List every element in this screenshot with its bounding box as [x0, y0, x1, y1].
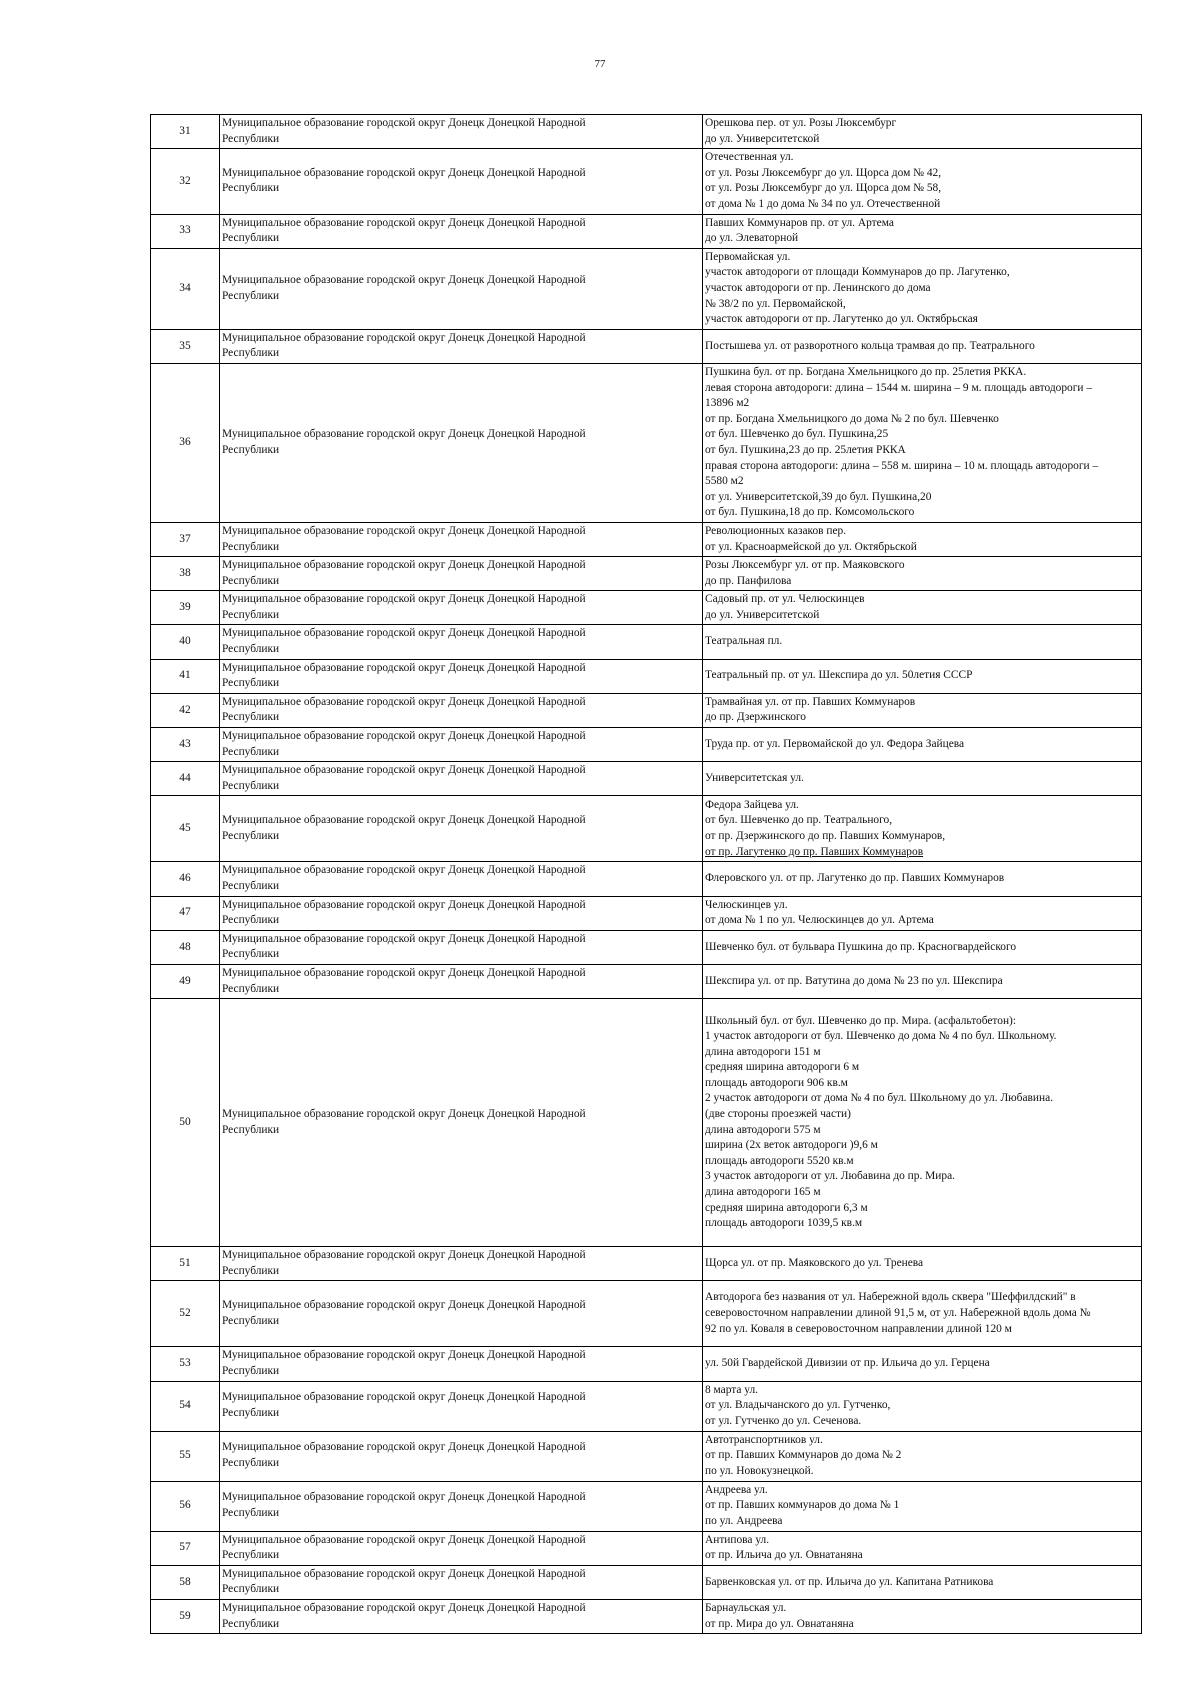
- road-description-line: от пр. Ильича до ул. Овнатаняна: [705, 1549, 863, 1562]
- road-description-line: Павших Коммунаров пр. от ул. Артема: [705, 216, 894, 229]
- road-description-line: площадь автодороги 1039,5 кв.м: [705, 1217, 863, 1230]
- owner-line: Республики: [222, 948, 280, 961]
- row-number: 39: [151, 591, 220, 625]
- owner-line: Республики: [222, 643, 280, 656]
- road-description-line: от пр. Лагутенко до пр. Павших Коммунаров: [705, 845, 924, 858]
- owner-line: Муниципальное образование городской округ Донецк Донецкой Народной: [222, 1491, 586, 1504]
- row-number: 50: [151, 999, 220, 1247]
- road-description-line: участок автодороги от площади Коммунаров до пр. Лагутенко,: [705, 266, 1010, 279]
- road-description-line: Театральная пл.: [705, 635, 783, 648]
- row-number: 56: [151, 1481, 220, 1531]
- road-description-line: 13896 м2: [705, 397, 750, 410]
- owner-line: Республики: [222, 1407, 280, 1420]
- road-description-line: от ул. Розы Люксембург до ул. Щорса дом № 58,: [705, 182, 942, 195]
- road-description-line: от бул. Пушкина,18 до пр. Комсомольского: [705, 506, 915, 519]
- owner-cell: [220, 1599, 703, 1633]
- owner-line: Республики: [222, 574, 280, 587]
- road-description-line: от бул. Шевченко до пр. Театрального,: [705, 814, 893, 827]
- owner-line: Республики: [222, 677, 280, 690]
- road-description-cell: [703, 1281, 1142, 1347]
- row-number: 38: [151, 557, 220, 591]
- owner-cell: [220, 363, 703, 522]
- row-number: 57: [151, 1531, 220, 1565]
- road-description-line: Автотранспортников ул.: [705, 1433, 823, 1446]
- road-description-line: участок автодороги от пр. Лагутенко до ул. Октябрьская: [705, 313, 978, 326]
- owner-line: Республики: [222, 829, 280, 842]
- owner-line: Муниципальное образование городской округ Донецк Донецкой Народной: [222, 524, 586, 537]
- road-description-line: длина автодороги 165 м: [705, 1186, 821, 1199]
- road-description-cell: [703, 557, 1142, 591]
- owner-line: Муниципальное образование городской округ Донецк Донецкой Народной: [222, 593, 586, 606]
- owner-cell: [220, 1531, 703, 1565]
- owner-line: Муниципальное образование городской округ Донецк Донецкой Народной: [222, 627, 586, 640]
- road-description-line: Щорса ул. от пр. Маяковского до ул. Тренева: [705, 1256, 924, 1269]
- owner-line: Республики: [222, 1264, 280, 1277]
- road-description-line: от пр. Павших Коммунаров до дома № 2: [705, 1449, 902, 1462]
- owner-line: Муниципальное образование городской округ Донецк Донецкой Народной: [222, 764, 586, 777]
- road-description-cell: [703, 1599, 1142, 1633]
- owner-line: Республики: [222, 880, 280, 892]
- owner-line: Республики: [222, 1123, 280, 1136]
- road-description-line: Шевченко бул. от бульвара Пушкина до пр. Красногвардейского: [705, 940, 1017, 953]
- row-number: 54: [151, 1381, 220, 1431]
- road-description-line: ширина (2х веток автодороги )9,6 м: [705, 1139, 878, 1152]
- row-number: 49: [151, 964, 220, 998]
- owner-line: Республики: [222, 132, 280, 145]
- owner-line: Республики: [222, 289, 280, 302]
- table-row: [151, 862, 1142, 896]
- owner-cell: [220, 1431, 703, 1481]
- road-description-line: левая сторона автодороги: длина – 1544 м. ширина – 9 м. площадь автодороги –: [705, 381, 1093, 394]
- road-description-line: до пр. Дзержинского: [705, 711, 806, 724]
- road-description-line: 5580 м2: [705, 475, 744, 488]
- owner-line: Муниципальное образование городской округ Донецк Донецкой Народной: [222, 1299, 586, 1312]
- road-description-line: до пр. Панфилова: [705, 574, 792, 587]
- owner-line: Республики: [222, 1364, 280, 1377]
- table-row: [151, 248, 1142, 329]
- table-row: [151, 625, 1142, 659]
- owner-cell: [220, 896, 703, 930]
- road-description-cell: [703, 248, 1142, 329]
- owner-line: Муниципальное образование городской округ Донецк Донецкой Народной: [222, 695, 586, 708]
- road-description-line: Революционных казаков пер.: [705, 524, 847, 537]
- owner-cell: [220, 115, 703, 149]
- road-description-line: участок автодороги от пр. Ленинского до дома: [705, 281, 931, 294]
- owner-line: Муниципальное образование городской округ Донецк Донецкой Народной: [222, 864, 586, 877]
- table-row: [151, 796, 1142, 862]
- road-description-cell: [703, 896, 1142, 930]
- table-row: [151, 115, 1142, 149]
- road-description-line: № 38/2 по ул. Первомайской,: [705, 297, 846, 310]
- row-number: 31: [151, 115, 220, 149]
- road-description-line: от ул. Розы Люксембург до ул. Щорса дом № 42,: [705, 166, 942, 179]
- owner-line: Республики: [222, 540, 280, 553]
- table-row: [151, 1381, 1142, 1431]
- road-description-cell: [703, 214, 1142, 248]
- table-row: [151, 591, 1142, 625]
- row-number: 51: [151, 1247, 220, 1281]
- road-description-line: Автодорога без названия от ул. Набережной вдоль сквера "Шеффилдский" в: [705, 1291, 1076, 1304]
- table-row: [151, 1347, 1142, 1381]
- owner-line: Муниципальное образование городской округ Донецк Донецкой Народной: [222, 966, 586, 979]
- table-row: [151, 1281, 1142, 1347]
- row-number: 34: [151, 248, 220, 329]
- road-description-line: от пр. Дзержинского до пр. Павших Коммунаров,: [705, 829, 946, 842]
- owner-cell: [220, 862, 703, 896]
- table-row: [151, 329, 1142, 363]
- road-description-line: от бул. Пушкина,23 до пр. 25летия РККА: [705, 443, 906, 456]
- road-description-cell: [703, 363, 1142, 522]
- road-description-line: средняя ширина автодороги 6 м: [705, 1061, 860, 1074]
- table-row: [151, 1599, 1142, 1633]
- road-description-cell: [703, 1431, 1142, 1481]
- owner-cell: [220, 999, 703, 1247]
- row-number: 48: [151, 930, 220, 964]
- roads-table-container: [150, 114, 1142, 1634]
- owner-line: Республики: [222, 1507, 280, 1520]
- road-description-line: от ул. Красноармейской до ул. Октябрьской: [705, 540, 917, 553]
- table-row: [151, 1431, 1142, 1481]
- road-description-cell: [703, 659, 1142, 693]
- road-description-cell: [703, 1565, 1142, 1599]
- table-row: [151, 1481, 1142, 1531]
- owner-line: Республики: [222, 1457, 280, 1470]
- road-description-line: длина автодороги 575 м: [705, 1123, 821, 1136]
- road-description-cell: [703, 1381, 1142, 1431]
- owner-cell: [220, 329, 703, 363]
- row-number: 59: [151, 1599, 220, 1633]
- road-description-line: 3 участок автодороги от ул. Любавина до пр. Мира.: [705, 1170, 955, 1183]
- road-description-line: от дома № 1 по ул. Челюскинцев до ул. Артема: [705, 914, 934, 927]
- road-description-line: Флеровского ул. от пр. Лагутенко до пр. Павших Коммунаров: [705, 872, 1005, 885]
- table-row: [151, 522, 1142, 556]
- road-description-line: по ул. Андреева: [705, 1514, 783, 1527]
- road-description-line: от ул. Гутченко до ул. Сеченова.: [705, 1414, 862, 1427]
- road-description-cell: [703, 329, 1142, 363]
- road-description-line: площадь автодороги 5520 кв.м: [705, 1154, 854, 1167]
- page-number: 77: [594, 58, 606, 70]
- road-description-cell: [703, 625, 1142, 659]
- road-description-line: от пр. Павших коммунаров до дома № 1: [705, 1499, 900, 1512]
- owner-line: Муниципальное образование городской округ Донецк Донецкой Народной: [222, 274, 586, 287]
- road-description-line: от ул. Владычанского до ул. Гутченко,: [705, 1399, 891, 1412]
- road-description-cell: [703, 693, 1142, 727]
- road-description-cell: [703, 964, 1142, 998]
- owner-line: Республики: [222, 232, 280, 245]
- row-number: 37: [151, 522, 220, 556]
- owner-cell: [220, 1565, 703, 1599]
- table-row: [151, 999, 1142, 1247]
- owner-line: Республики: [222, 1617, 280, 1630]
- owner-line: Республики: [222, 347, 280, 360]
- owner-line: Республики: [222, 1583, 280, 1596]
- owner-cell: [220, 591, 703, 625]
- road-description-line: 2 участок автодороги от дома № 4 по бул. Школьному до ул. Любавина.: [705, 1092, 1054, 1105]
- owner-line: Республики: [222, 182, 280, 195]
- road-description-line: Постышева ул. от разворотного кольца трамвая до пр. Театрального: [705, 339, 1035, 352]
- owner-cell: [220, 625, 703, 659]
- row-number: 33: [151, 214, 220, 248]
- table-row: [151, 896, 1142, 930]
- owner-cell: [220, 659, 703, 693]
- table-row: [151, 693, 1142, 727]
- road-description-line: Антипова ул.: [705, 1533, 770, 1546]
- owner-cell: [220, 522, 703, 556]
- road-description-line: Первомайская ул.: [705, 250, 791, 263]
- row-number: 43: [151, 728, 220, 762]
- owner-line: Муниципальное образование городской округ Донецк Донецкой Народной: [222, 1349, 586, 1362]
- road-description-line: Андреева ул.: [705, 1483, 768, 1496]
- owner-cell: [220, 796, 703, 862]
- owner-cell: [220, 728, 703, 762]
- road-description-line: Школьный бул. от бул. Шевченко до пр. Мира. (асфальтобетон):: [705, 1014, 1016, 1027]
- row-number: 47: [151, 896, 220, 930]
- owner-line: Муниципальное образование городской округ Донецк Донецкой Народной: [222, 1249, 586, 1262]
- road-description-cell: [703, 522, 1142, 556]
- owner-line: Муниципальное образование городской округ Донецк Донецкой Народной: [222, 1601, 586, 1614]
- road-description-line: Федора Зайцева ул.: [705, 798, 799, 811]
- road-description-line: средняя ширина автодороги 6,3 м: [705, 1201, 868, 1214]
- table-row: [151, 1565, 1142, 1599]
- road-description-line: Трамвайная ул. от пр. Павших Коммунаров: [705, 695, 916, 708]
- road-description-cell: [703, 1247, 1142, 1281]
- road-description-line: Пушкина бул. от пр. Богдана Хмельницкого до пр. 25летия РККА.: [705, 365, 1027, 378]
- owner-line: Муниципальное образование городской округ Донецк Донецкой Народной: [222, 331, 586, 344]
- row-number: 52: [151, 1281, 220, 1347]
- row-number: 53: [151, 1347, 220, 1381]
- road-description-cell: [703, 115, 1142, 149]
- row-number: 58: [151, 1565, 220, 1599]
- table-row: [151, 1531, 1142, 1565]
- road-description-cell: [703, 591, 1142, 625]
- row-number: 41: [151, 659, 220, 693]
- road-description-line: Розы Люксембург ул. от пр. Маяковского: [705, 559, 905, 572]
- road-description-line: до ул. Элеваторной: [705, 232, 799, 245]
- road-description-line: Труда пр. от ул. Первомайской до ул. Федора Зайцева: [705, 737, 965, 750]
- road-description-line: правая сторона автодороги: длина – 558 м. ширина – 10 м. площадь автодороги –: [705, 459, 1099, 472]
- road-description-line: Шекспира ул. от пр. Ватутина до дома № 23 по ул. Шекспира: [705, 974, 1003, 987]
- road-description-cell: [703, 796, 1142, 862]
- road-description-line: по ул. Новокузнецкой.: [705, 1464, 814, 1477]
- owner-cell: [220, 214, 703, 248]
- owner-cell: [220, 693, 703, 727]
- owner-line: Муниципальное образование городской округ Донецк Донецкой Народной: [222, 730, 586, 743]
- owner-cell: [220, 1347, 703, 1381]
- owner-line: Республики: [222, 745, 280, 758]
- owner-line: Муниципальное образование городской округ Донецк Донецкой Народной: [222, 428, 586, 441]
- road-description-line: от бул. Шевченко до бул. Пушкина,25: [705, 428, 889, 441]
- road-description-line: от пр. Богдана Хмельницкого до дома № 2 по бул. Шевченко: [705, 412, 999, 425]
- owner-line: Республики: [222, 1549, 280, 1562]
- road-description-line: Театральный пр. от ул. Шекспира до ул. 50летия СССР: [705, 669, 973, 682]
- road-description-cell: [703, 1347, 1142, 1381]
- owner-cell: [220, 149, 703, 214]
- road-description-line: 92 по ул. Коваля в северовосточном направлении длиной 120 м: [705, 1322, 1012, 1335]
- road-description-line: площадь автодороги 906 кв.м: [705, 1076, 848, 1089]
- table-row: [151, 930, 1142, 964]
- owner-line: Республики: [222, 443, 280, 456]
- roads-table: [150, 114, 1142, 1634]
- owner-cell: [220, 1281, 703, 1347]
- road-description-cell: [703, 762, 1142, 796]
- table-row: [151, 557, 1142, 591]
- owner-line: Муниципальное образование городской округ Донецк Донецкой Народной: [222, 814, 586, 827]
- road-description-line: северовосточном направлении длиной 91,5 м, от ул. Набережной вдоль дома №: [705, 1307, 1091, 1320]
- road-description-line: Отечественная ул.: [705, 151, 794, 164]
- owner-line: Муниципальное образование городской округ Донецк Донецкой Народной: [222, 898, 586, 911]
- row-number: 36: [151, 363, 220, 522]
- owner-line: Муниципальное образование городской округ Донецк Донецкой Народной: [222, 1391, 586, 1404]
- row-number: 55: [151, 1431, 220, 1481]
- row-number: 44: [151, 762, 220, 796]
- owner-cell: [220, 762, 703, 796]
- table-row: [151, 363, 1142, 522]
- road-description-cell: [703, 862, 1142, 896]
- road-description-line: от ул. Университетской,39 до бул. Пушкина,20: [705, 490, 932, 503]
- road-description-line: Орешкова пер. от ул. Розы Люксембург: [705, 117, 897, 129]
- road-description-line: Барвенковская ул. от пр. Ильича до ул. Капитана Ратникова: [705, 1575, 994, 1588]
- owner-line: Республики: [222, 914, 280, 927]
- owner-line: Муниципальное образование городской округ Донецк Донецкой Народной: [222, 1567, 586, 1580]
- table-row: [151, 214, 1142, 248]
- owner-cell: [220, 930, 703, 964]
- row-number: 42: [151, 693, 220, 727]
- table-row: [151, 1247, 1142, 1281]
- owner-line: Республики: [222, 608, 280, 621]
- row-number: 35: [151, 329, 220, 363]
- road-description-cell: [703, 1531, 1142, 1565]
- table-row: [151, 659, 1142, 693]
- road-description-cell: [703, 149, 1142, 214]
- road-description-cell: [703, 728, 1142, 762]
- road-description-line: от пр. Мира до ул. Овнатаняна: [705, 1617, 854, 1630]
- road-description-line: Университетская ул.: [705, 772, 804, 785]
- table-row: [151, 762, 1142, 796]
- owner-line: Муниципальное образование городской округ Донецк Донецкой Народной: [222, 661, 586, 674]
- owner-line: Муниципальное образование городской округ Донецк Донецкой Народной: [222, 1533, 586, 1546]
- road-description-line: до ул. Университетской: [705, 132, 820, 145]
- row-number: 46: [151, 862, 220, 896]
- owner-line: Республики: [222, 982, 280, 995]
- owner-line: Муниципальное образование городской округ Донецк Донецкой Народной: [222, 117, 586, 129]
- road-description-cell: [703, 930, 1142, 964]
- roads-table-body: [151, 115, 1142, 1634]
- road-description-line: Садовый пр. от ул. Челюскинцев: [705, 593, 865, 606]
- row-number: 32: [151, 149, 220, 214]
- road-description-line: 8 марта ул.: [705, 1383, 759, 1396]
- owner-cell: [220, 248, 703, 329]
- owner-cell: [220, 964, 703, 998]
- owner-line: Муниципальное образование городской округ Донецк Донецкой Народной: [222, 932, 586, 945]
- road-description-line: от дома № 1 до дома № 34 по ул. Отечественной: [705, 197, 941, 210]
- row-number: 45: [151, 796, 220, 862]
- road-description-cell: [703, 999, 1142, 1247]
- road-description-line: до ул. Университетской: [705, 608, 820, 621]
- road-description-line: 1 участок автодороги от бул. Шевченко до дома № 4 по бул. Школьному.: [705, 1030, 1057, 1043]
- owner-line: Муниципальное образование городской округ Донецк Донецкой Народной: [222, 216, 586, 229]
- road-description-line: ул. 50й Гвардейской Дивизии от пр. Ильича до ул. Герцена: [705, 1357, 990, 1370]
- owner-line: Муниципальное образование городской округ Донецк Донецкой Народной: [222, 559, 586, 572]
- road-description-line: Челюскинцев ул.: [705, 898, 788, 911]
- table-row: [151, 964, 1142, 998]
- owner-line: Муниципальное образование городской округ Донецк Донецкой Народной: [222, 1108, 586, 1121]
- owner-line: Республики: [222, 779, 280, 792]
- owner-cell: [220, 1481, 703, 1531]
- owner-line: Муниципальное образование городской округ Донецк Донецкой Народной: [222, 1441, 586, 1454]
- owner-cell: [220, 1247, 703, 1281]
- owner-line: Муниципальное образование городской округ Донецк Донецкой Народной: [222, 166, 586, 179]
- owner-line: Республики: [222, 711, 280, 724]
- road-description-line: Барнаульская ул.: [705, 1601, 787, 1614]
- owner-cell: [220, 557, 703, 591]
- owner-cell: [220, 1381, 703, 1431]
- road-description-line: длина автодороги 151 м: [705, 1045, 821, 1058]
- row-number: 40: [151, 625, 220, 659]
- table-row: [151, 728, 1142, 762]
- road-description-cell: [703, 1481, 1142, 1531]
- owner-line: Республики: [222, 1314, 280, 1327]
- road-description-line: (две стороны проезжей части): [705, 1108, 851, 1121]
- table-row: [151, 149, 1142, 214]
